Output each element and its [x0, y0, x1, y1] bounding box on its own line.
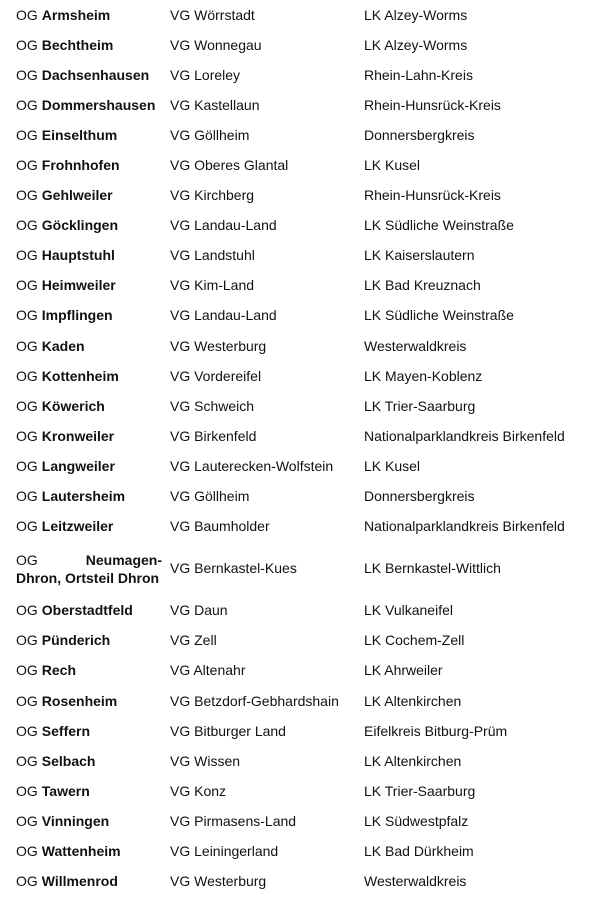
municipality-prefix: OG — [16, 842, 38, 859]
association-cell: VG Schweich — [170, 397, 255, 414]
district-cell: Rhein-Hunsrück-Kreis — [364, 187, 501, 204]
district-cell: LK Südliche Weinstraße — [364, 217, 514, 234]
municipality-cell — [16, 120, 166, 150]
municipality-name: Köwerich — [41, 397, 105, 414]
association-cell: VG Wissen — [170, 752, 241, 769]
municipality-name: Pünderich — [41, 632, 111, 649]
municipality-name: Selbach — [41, 752, 96, 769]
municipality-cell — [16, 716, 166, 746]
municipality-cell — [16, 656, 166, 686]
table-row — [0, 60, 600, 90]
municipality-prefix: OG — [16, 602, 38, 619]
municipality-prefix: OG — [16, 488, 38, 505]
municipality-cell — [16, 211, 166, 241]
municipality-cell — [16, 451, 166, 481]
municipality-prefix: OG — [16, 692, 38, 709]
association-cell: VG Landstuhl — [170, 247, 255, 264]
municipality-prefix: OG — [16, 96, 38, 113]
association-cell: VG Oberes Glantal — [170, 157, 289, 174]
district-cell: LK Altenkirchen — [364, 692, 462, 709]
municipality-name: Langweiler — [41, 457, 115, 474]
municipality-cell — [16, 301, 166, 331]
district-cell: LK Bernkastel-Wittlich — [364, 560, 501, 577]
district-cell: Rhein-Hunsrück-Kreis — [364, 96, 501, 113]
table-row — [0, 746, 600, 776]
municipality-cell — [16, 626, 166, 656]
district-cell: LK Bad Kreuznach — [364, 277, 481, 294]
district-cell: Westerwaldkreis — [364, 337, 467, 354]
municipality-cell — [16, 867, 166, 897]
district-cell: LK Südliche Weinstraße — [364, 307, 514, 324]
district-cell: LK Südwestpfalz — [364, 812, 469, 829]
municipality-name: Kottenheim — [41, 367, 119, 384]
association-cell: VG Göllheim — [170, 126, 250, 143]
municipality-prefix: OG — [16, 307, 38, 324]
table-row — [0, 391, 600, 421]
table-row — [0, 596, 600, 626]
municipality-prefix: OG — [16, 126, 38, 143]
association-cell: VG Bitburger Land — [170, 722, 286, 739]
table-row — [0, 211, 600, 241]
district-cell: LK Mayen-Koblenz — [364, 367, 483, 384]
municipality-prefix: OG — [16, 6, 38, 23]
district-cell: Nationalparklandkreis Birkenfeld — [364, 518, 565, 535]
table-row — [0, 30, 600, 60]
table-row — [0, 776, 600, 806]
municipality-name: Armsheim — [41, 6, 111, 23]
association-cell: VG Wonnegau — [170, 36, 262, 53]
association-cell: VG Vordereifel — [170, 367, 262, 384]
municipality-cell — [16, 181, 166, 211]
municipality-cell — [16, 421, 166, 451]
municipality-cell — [16, 0, 166, 30]
municipality-prefix: OG — [16, 873, 38, 890]
municipality-name: Lautersheim — [41, 488, 126, 505]
municipality-cell — [16, 331, 166, 361]
district-cell: LK Alzey-Worms — [364, 6, 468, 23]
district-cell: LK Vulkaneifel — [364, 602, 453, 619]
association-cell: VG Daun — [170, 602, 228, 619]
municipality-prefix: OG — [16, 157, 38, 174]
municipality-name: Heimweiler — [41, 277, 116, 294]
association-cell: VG Bernkastel-Kues — [170, 560, 297, 577]
table-row — [0, 482, 600, 512]
table-row — [0, 361, 600, 391]
municipality-cell — [16, 90, 166, 120]
municipality-name: Vinningen — [41, 812, 110, 829]
municipality-cell — [16, 806, 166, 836]
municipality-prefix: OG — [16, 367, 38, 384]
district-cell: Donnersbergkreis — [364, 126, 475, 143]
municipality-name: Göcklingen — [41, 217, 119, 234]
association-cell: VG Loreley — [170, 66, 241, 83]
municipality-prefix: OG — [16, 247, 38, 264]
municipality-name: Bechtheim — [41, 36, 114, 53]
municipality-prefix: OG — [16, 277, 38, 294]
association-cell: VG Landau-Land — [170, 307, 277, 324]
municipality-prefix: OG — [16, 518, 38, 535]
district-cell: LK Kusel — [364, 457, 421, 474]
municipality-name: Oberstadtfeld — [41, 602, 133, 619]
municipality-cell — [16, 836, 166, 866]
table-row — [0, 716, 600, 746]
municipality-prefix: OG — [16, 337, 38, 354]
table-row — [0, 150, 600, 180]
municipality-prefix: OG — [16, 66, 38, 83]
municipality-prefix: OG — [16, 752, 38, 769]
municipality-name: Hauptstuhl — [41, 247, 115, 264]
association-cell: VG Birkenfeld — [170, 427, 257, 444]
association-cell: VG Lauterecken-Wolfstein — [170, 457, 334, 474]
district-cell: Westerwaldkreis — [364, 873, 467, 890]
district-cell: Rhein-Lahn-Kreis — [364, 66, 473, 83]
association-cell: VG Pirmasens-Land — [170, 812, 297, 829]
district-cell: LK Trier-Saarburg — [364, 782, 476, 799]
municipality-text — [16, 551, 162, 587]
municipality-prefix: OG — [16, 187, 38, 204]
district-cell: LK Cochem-Zell — [364, 632, 465, 649]
municipality-cell — [16, 686, 166, 716]
municipality-prefix: OG — [16, 722, 38, 739]
municipality-name: Dachsenhausen — [41, 66, 150, 83]
municipality-name: Einselthum — [41, 126, 118, 143]
district-cell: Eifelkreis Bitburg-Prüm — [364, 722, 508, 739]
municipality-name: Wattenheim — [41, 842, 121, 859]
association-cell: VG Göllheim — [170, 488, 250, 505]
municipality-cell — [16, 596, 166, 626]
table-row — [0, 656, 600, 686]
association-cell: VG Kirchberg — [170, 187, 255, 204]
table-row — [0, 120, 600, 150]
municipality-name: Impflingen — [41, 307, 113, 324]
district-cell: LK Ahrweiler — [364, 662, 443, 679]
district-cell: LK Altenkirchen — [364, 752, 462, 769]
table-row — [0, 0, 600, 30]
table-row — [0, 301, 600, 331]
association-cell: VG Kastellaun — [170, 96, 260, 113]
municipality-cell — [16, 746, 166, 776]
municipality-name: Willmenrod — [41, 873, 118, 890]
municipality-prefix: OG — [16, 551, 38, 568]
district-cell: LK Kusel — [364, 157, 421, 174]
municipality-name: Neumagen-Dhron, Ortsteil Dhron — [16, 551, 162, 586]
municipality-name: Rosenheim — [41, 692, 118, 709]
association-cell: VG Zell — [170, 632, 217, 649]
municipality-cell — [16, 482, 166, 512]
association-cell: VG Baumholder — [170, 518, 270, 535]
municipality-name: Kronweiler — [41, 427, 115, 444]
municipality-prefix: OG — [16, 812, 38, 829]
municipality-name: Leitzweiler — [41, 518, 114, 535]
municipality-cell — [16, 60, 166, 90]
municipality-cell — [16, 271, 166, 301]
district-cell: LK Bad Dürkheim — [364, 842, 474, 859]
municipality-name: Rech — [41, 662, 77, 679]
district-cell: LK Trier-Saarburg — [364, 397, 476, 414]
municipality-cell — [16, 241, 166, 271]
municipality-name: Tawern — [41, 782, 90, 799]
municipality-cell — [16, 30, 166, 60]
municipality-cell — [16, 542, 166, 596]
table-row — [0, 686, 600, 716]
municipality-name: Dommershausen — [41, 96, 156, 113]
district-cell: LK Alzey-Worms — [364, 36, 468, 53]
municipality-cell — [16, 776, 166, 806]
district-cell: Nationalparklandkreis Birkenfeld — [364, 427, 565, 444]
municipality-prefix: OG — [16, 427, 38, 444]
table-row — [0, 512, 600, 542]
municipality-name: Frohnhofen — [41, 157, 120, 174]
table-row — [0, 181, 600, 211]
association-cell: VG Westerburg — [170, 337, 267, 354]
municipality-prefix: OG — [16, 36, 38, 53]
association-cell: VG Altenahr — [170, 662, 246, 679]
table-row — [0, 836, 600, 866]
table-row — [0, 271, 600, 301]
municipality-cell — [16, 391, 166, 421]
district-cell: LK Kaiserslautern — [364, 247, 475, 264]
association-cell: VG Wörrstadt — [170, 6, 255, 23]
table-row — [0, 451, 600, 481]
municipality-name: Gehlweiler — [41, 187, 113, 204]
municipality-prefix: OG — [16, 632, 38, 649]
table-row — [0, 867, 600, 897]
district-cell: Donnersbergkreis — [364, 488, 475, 505]
municipality-prefix: OG — [16, 397, 38, 414]
municipality-cell — [16, 361, 166, 391]
table-row — [0, 421, 600, 451]
table-row — [0, 90, 600, 120]
table-row — [0, 626, 600, 656]
table-row — [0, 542, 600, 596]
table-row — [0, 331, 600, 361]
table-row — [0, 241, 600, 271]
association-cell: VG Betzdorf-Gebhardshain — [170, 692, 339, 709]
association-cell: VG Landau-Land — [170, 217, 277, 234]
municipality-prefix: OG — [16, 217, 38, 234]
municipality-name: Seffern — [41, 722, 91, 739]
association-cell: VG Konz — [170, 782, 227, 799]
municipality-prefix: OG — [16, 662, 38, 679]
municipality-prefix: OG — [16, 782, 38, 799]
association-cell: VG Leiningerland — [170, 842, 279, 859]
municipality-cell — [16, 512, 166, 542]
association-cell: VG Kim-Land — [170, 277, 255, 294]
municipality-name: Kaden — [41, 337, 85, 354]
association-cell: VG Westerburg — [170, 873, 267, 890]
table-row — [0, 806, 600, 836]
municipality-cell — [16, 150, 166, 180]
municipality-prefix: OG — [16, 457, 38, 474]
